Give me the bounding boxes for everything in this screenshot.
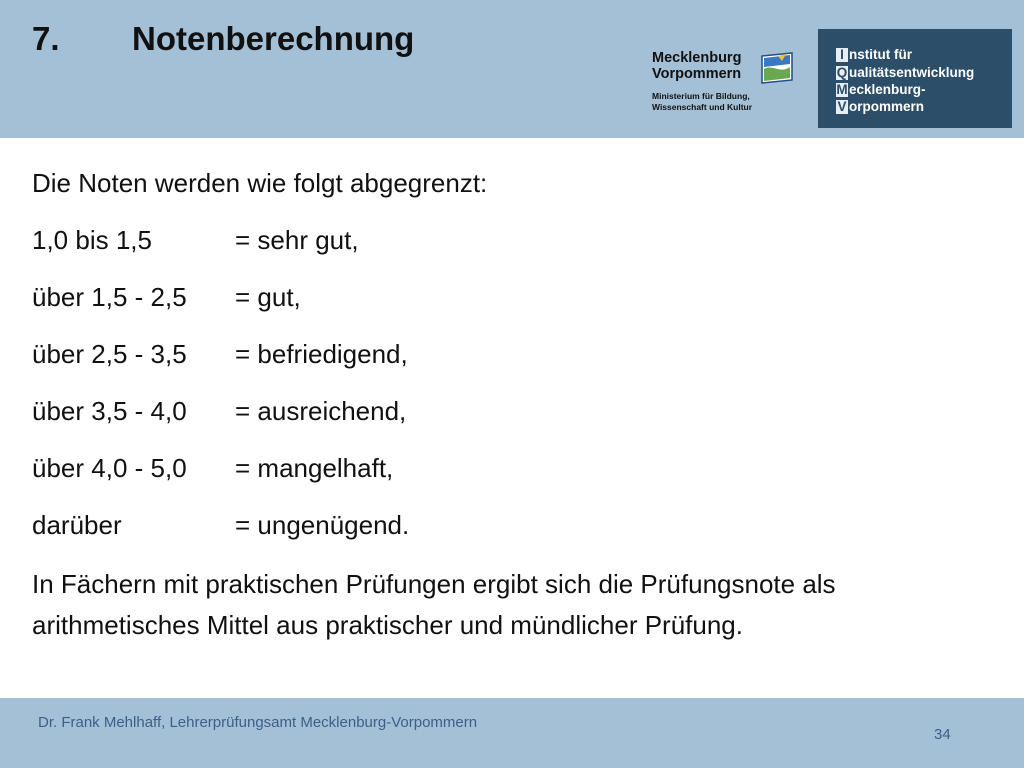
grade-range: über 2,5 - 3,5 [32, 339, 187, 369]
iqmv-rest: orpommern [849, 99, 925, 114]
grade-range: über 3,5 - 4,0 [32, 396, 187, 426]
iqmv-line-3 [836, 82, 926, 97]
practical-exam-note: In Fächern mit praktischen Prüfungen ergibt sich die Prüfungsnote als arithmetisches Mittel aus praktischer und mündlicher Prüfung. [32, 569, 836, 640]
mv-flag-icon [758, 52, 796, 84]
grade-result: = gut, [235, 282, 301, 312]
iqmv-initial: M [836, 82, 848, 97]
mv-logo-line1: Mecklenburg [652, 50, 742, 66]
iqmv-initial: Q [836, 65, 848, 80]
iqmv-line-2 [836, 65, 974, 80]
grade-range: über 4,0 - 5,0 [32, 453, 187, 483]
mecklenburg-vorpommern-logo [652, 50, 802, 120]
mv-ministry-text [652, 91, 752, 113]
iqmv-line-4 [836, 99, 924, 114]
grade-result: = ungenügend. [235, 510, 410, 540]
iqmv-rest: ualitätsentwicklung [849, 65, 975, 80]
mv-ministry-line1: Ministerium für Bildung, [652, 91, 750, 101]
slide-footer [0, 698, 1024, 768]
intro-text: Die Noten werden wie folgt abgegrenzt: [32, 168, 488, 198]
slide-title: Notenberechnung [132, 20, 415, 57]
slide-header [0, 0, 1024, 138]
grade-range: darüber [32, 510, 122, 540]
grade-result: = befriedigend, [235, 339, 408, 369]
iqmv-initial: I [836, 48, 848, 62]
footer-author: Dr. Frank Mehlhaff, Lehrerprüfungsamt Mecklenburg-Vorpommern [38, 714, 478, 731]
grade-result: = mangelhaft, [235, 453, 394, 483]
mv-ministry-line2: Wissenschaft und Kultur [652, 102, 753, 112]
iqmv-logo [818, 29, 1012, 128]
grade-result: = sehr gut, [235, 225, 359, 255]
mv-logo-line2: Vorpommern [652, 66, 742, 82]
grade-range: 1,0 bis 1,5 [32, 225, 152, 255]
page-number: 34 [934, 726, 951, 743]
mv-logo-wordmark [652, 50, 741, 82]
iqmv-rest: ecklenburg- [849, 82, 926, 97]
iqmv-initial: V [837, 99, 847, 114]
iqmv-rest: nstitut für [849, 47, 912, 62]
grade-result: = ausreichend, [235, 396, 407, 426]
iqmv-line-1 [836, 47, 912, 62]
grade-range: über 1,5 - 2,5 [32, 282, 187, 312]
section-number: 7. [32, 20, 60, 57]
